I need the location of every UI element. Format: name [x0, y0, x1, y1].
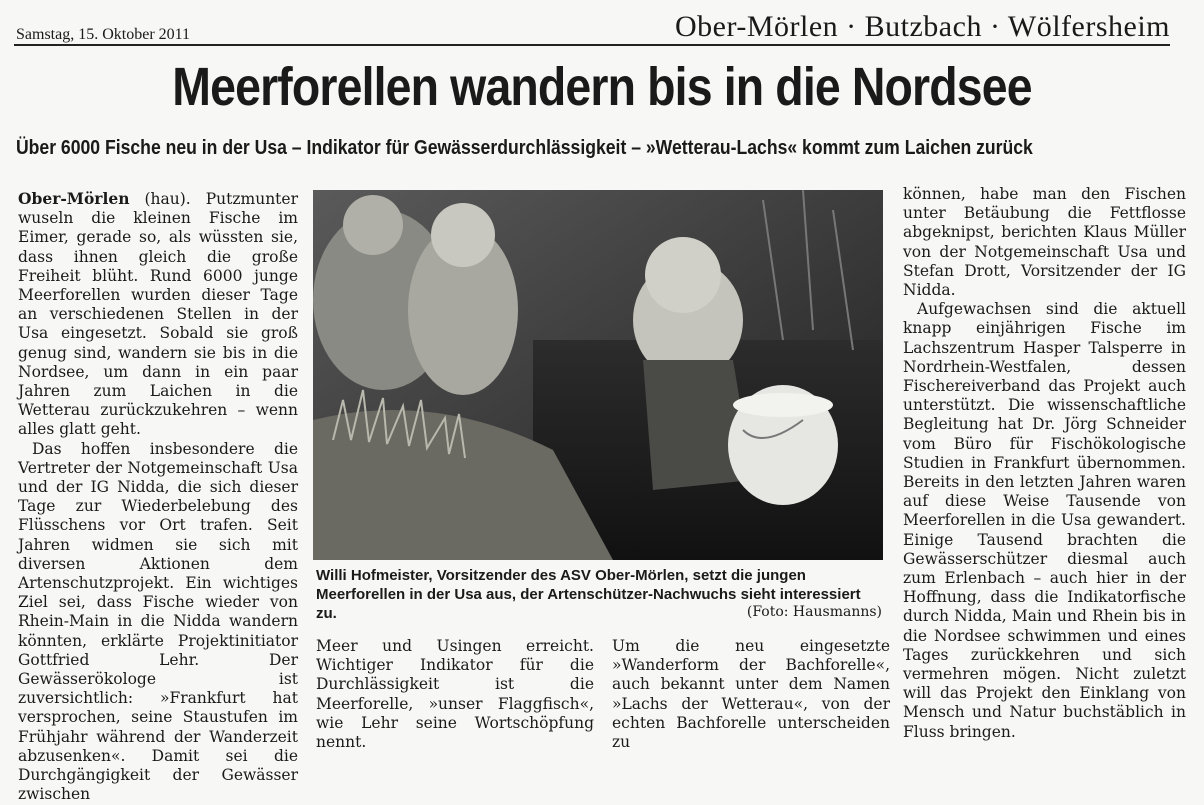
photo-caption: Willi Hofmeister, Vorsitzender des ASV Ober-Mörlen, setzt die jungen Meerforellen in der Usa aus, der Artenschützer-Nachwuchs sieht interessiert zu.: [316, 567, 861, 622]
paragraph: Aufgewachsen sind die aktuell knapp einjährigen Fische im Lachszentrum Hasper Talsperre in Nordrhein-Westfalen, dessen Fischereiverband das Projekt auch unterstützt. Die wissenschaftliche Begleitung hat Dr. Jörg Schneider vom Büro für Fischökologische Studien in Frankfurt übernommen. Bereits in den letzten Jahren waren auf diese Weise Tausende von Meerforellen in die Usa gewandert. Einige Tausend brachten die Gewässerschützer diesmal auch zum Erlenbach – auch hier in der Hoffnung, dass die Indikatorfische durch Nidda, Main und Rhein bis in die Nordsee schwimmen und eines Tages zurückkehren und sich vermehren mögen. Nicht zuletzt will das Projekt den Einklang von Mensch und Natur buchstäblich in Fluss bringen.: [903, 300, 1186, 741]
dateline: Ober-Mörlen: [18, 189, 130, 208]
paragraph: Meer und Usingen erreicht. Wichtiger Indikator für die Durchlässigkeit ist die Meerforelle, »unser Flaggfisch«, wie Lehr seine Wortschöpfung nennt.: [316, 637, 594, 752]
paragraph-text: (hau). Putzmunter wuseln die kleinen Fische im Eimer, gerade so, als wüssten sie, dass ihnen gleich die große Freiheit blüht. Rund 6000 junge Meerforellen wurden dieser Tage an verschiedenen Stellen in der Usa eingesetzt. Sobald sie groß genug sind, wandern sie bis in die Nordsee, um dann in ein paar Jahren zum Laichen in die Wetterau zurückzukehren – wenn alles glatt geht.: [18, 190, 298, 439]
headline: Meerforellen wandern bis in die Nordsee: [172, 57, 1032, 117]
photo-credit: (Foto: Hausmanns): [746, 604, 882, 620]
masthead-date: Samstag, 15. Oktober 2011: [16, 26, 191, 43]
article-column-2: [316, 637, 594, 752]
article-column-3: [612, 637, 890, 752]
news-photo: [313, 190, 883, 560]
subheadline: Über 6000 Fische neu in der Usa – Indikator für Gewässerdurchlässigkeit – »Wetterau-Lachs« kommt zum Laichen zurück: [15, 137, 1033, 159]
article-column-1: [18, 189, 298, 804]
paragraph: [18, 189, 298, 440]
article-column-4: [903, 185, 1186, 741]
masthead-rule: [14, 44, 1170, 46]
paragraph: können, habe man den Fischen unter Betäubung die Fettflosse abgeknipst, berichten Klaus Müller von der Notgemeinschaft Usa und Stefan Drott, Vorsitzender der IG Nidda.: [903, 185, 1186, 300]
photo-image: [313, 190, 883, 560]
masthead-places: Ober-Mörlen · Butzbach · Wölfersheim: [674, 10, 1170, 43]
paragraph: Um die neu eingesetzte »Wanderform der Bachforelle«, auch bekannt unter dem Namen »Lachs der Wetterau«, von der echten Bachforelle unterscheiden zu: [612, 637, 890, 752]
paragraph: Das hoffen insbesondere die Vertreter der Notgemeinschaft Usa und der IG Nidda, die sich dieser Tage zur Wiederbelebung des Flüsschens vor Ort trafen. Seit Jahren widmen sie sich mit diversen Aktionen dem Artenschutzprojekt. Ein wichtiges Ziel sei, dass Fische wieder von Rhein-Main in die Nidda wandern könnten, erklärte Projektinitiator Gottfried Lehr. Der Gewässerökologe ist zuversichtlich: »Frankfurt hat versprochen, seine Staustufen im Frühjahr während der Wanderzeit abzusenken«. Damit sei die Durchgängigkeit der Gewässer zwischen: [18, 439, 298, 804]
